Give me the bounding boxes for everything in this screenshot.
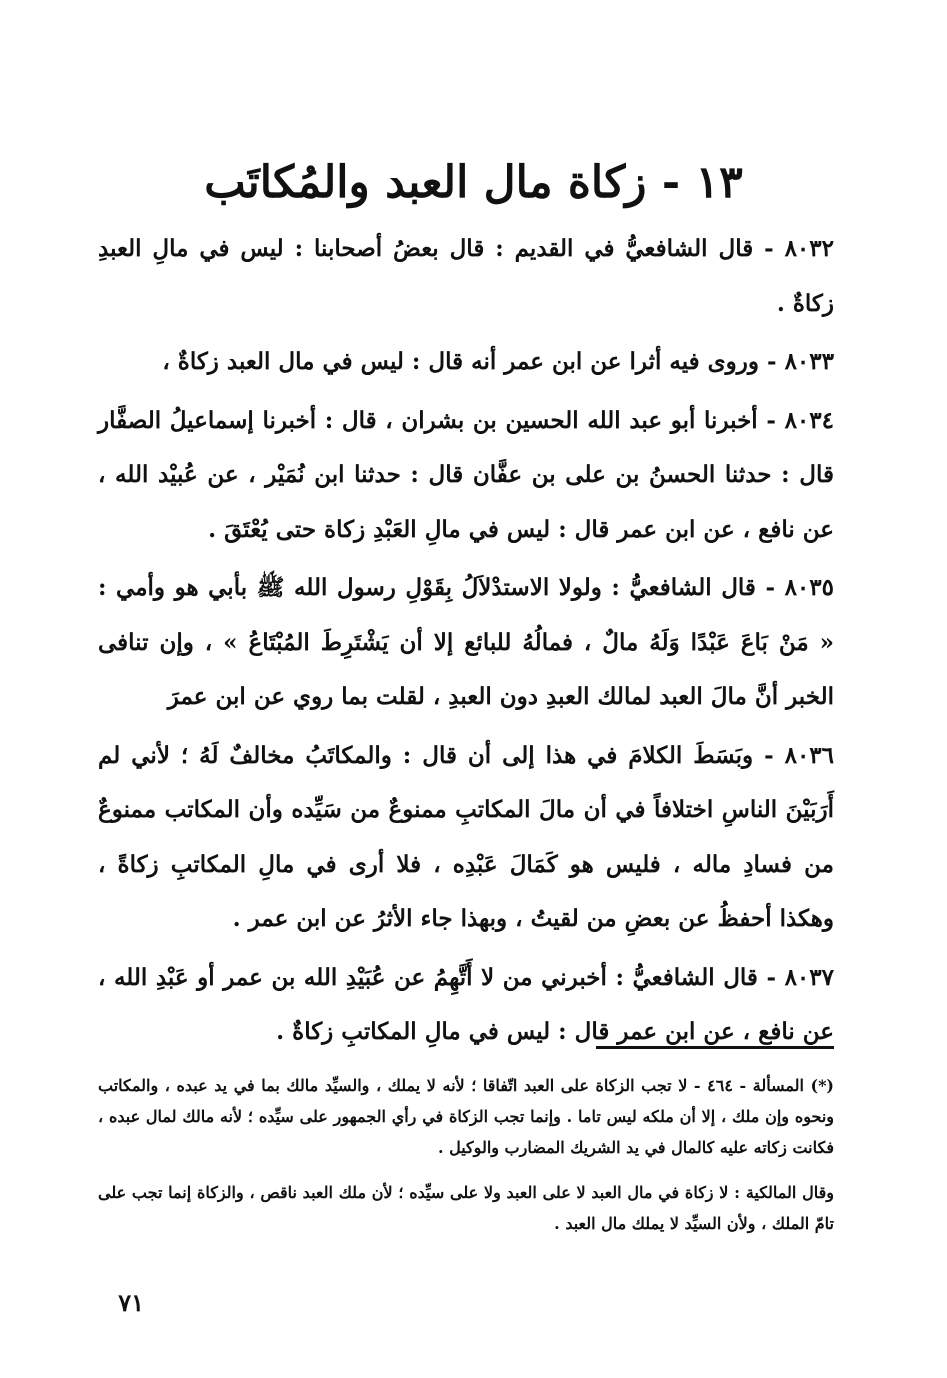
paragraph-text: وروى فيه أثرا عن ابن عمر أنه قال : ليس في مال العبد زكاةٌ ، [162, 348, 759, 375]
chapter-title: ١٣ - زكاة مال العبد والمُكاتَب [204, 157, 743, 208]
paragraph-number: ٨٠٣٧ - [766, 963, 834, 991]
paragraph-number: ٨٠٣٦ - [764, 741, 835, 769]
paragraph-text: قال الشافعيُّ : أخبرني من لا أَتَّهِمُ عن عُبَيْدِ الله بن عمر أو عَبْدِ الله ، عن نافع ، عن ابن عمر قال : ليس في مالِ المكاتبِ زكاةٌ . [98, 963, 834, 1045]
paragraph-text: أخبرنا أبو عبد الله الحسين بن بشران ، قال : أخبرنا إسماعيلُ الصفَّار قال : حدثنا الحسنُ بن على بن عفَّان قال : حدثنا ابن نُمَيْر ، عن عُبيْد الله ، عن نافع ، عن ابن عمر قال : ليس في مالِ العَبْدِ زكاة حتى يُعْتَقَ . [98, 406, 834, 543]
paragraph-8033 [98, 335, 834, 390]
paragraph-number: ٨٠٣٢ - [764, 235, 834, 262]
main-text [98, 222, 834, 1064]
footnote: (*) المسألة - ٤٦٤ - لا تجب الزكاة على العبد اتّفاقا ؛ لأنه لا يملك ، والسيِّد مالك بما في يد عبده ، والمكاتب ونحوه وإن ملك ، إلا أن ملكه ليس تاما . وإنما تجب الزكاة في رأي الجمهور على سيِّده ؛ لأنه مالك لمال عبده ، فكانت زكاته عليه كالمال في يد الشريك المضارب والوكيل . [98, 1076, 835, 1157]
footnote: وقال المالكية : لا زكاة في مال العبد لا على العبد ولا على سيِّده ؛ لأن ملك العبد ناقص ، والزكاة إنما تجب على تامّ الملك ، ولأن السيِّد لا يملك مال العبد . [98, 1183, 834, 1233]
paragraph-number: ٨٠٣٣ - [767, 348, 834, 375]
paragraph-8035 [98, 561, 834, 725]
paragraph-8032 [98, 222, 834, 331]
paragraph-8037 [98, 951, 834, 1060]
paragraph-8036 [98, 729, 834, 947]
paragraph-8034 [98, 394, 834, 558]
paragraph-text: قال الشافعيُّ في القديم : قال بعضُ أصحابنا : ليس في مالِ العبدِ زكاةٌ . [98, 235, 834, 317]
page-number: ٧١ [118, 1288, 144, 1317]
paragraph-number: ٨٠٣٥ - [765, 574, 834, 601]
paragraph-number: ٨٠٣٤ - [766, 406, 834, 434]
footnote-divider [596, 1046, 834, 1049]
footnotes [98, 1070, 834, 1253]
paragraph-text: قال الشافعيُّ : ولولا الاستدْلاَلُ بِقَوْلِ رسول الله ﷺ بأبي هو وأمي : « مَنْ بَاعَ عَبْدًا وَلَهُ مالٌ ، فمالُهُ للبائع إلا أن يَشْتَرِطَ المُبْتَاعُ » ، وإن تنافى الخبر أنَّ مالَ العبد لمالك العبدِ دون العبدِ ، لقلت بما روي عن ابن عمرَ [98, 574, 834, 710]
paragraph-text: وبَسَطَ الكلامَ في هذا إلى أن قال : والمكاتَبُ مخالفٌ لَهُ ؛ لأني لم أَرَبَيْنَ الناسِ اختلافاً في أن مالَ المكاتبِ ممنوعٌ من سَيِّده وأن المكاتب ممنوعٌ من فسادِ ماله ، فليس هو كَمَالَ عَبْدِه ، فلا أرى في مالِ المكاتبِ زكاةً ، وهكذا أحفظُ عن بعضِ من لقيتُ ، وبهذا جاء الأثرُ عن ابن عمر . [98, 741, 834, 932]
